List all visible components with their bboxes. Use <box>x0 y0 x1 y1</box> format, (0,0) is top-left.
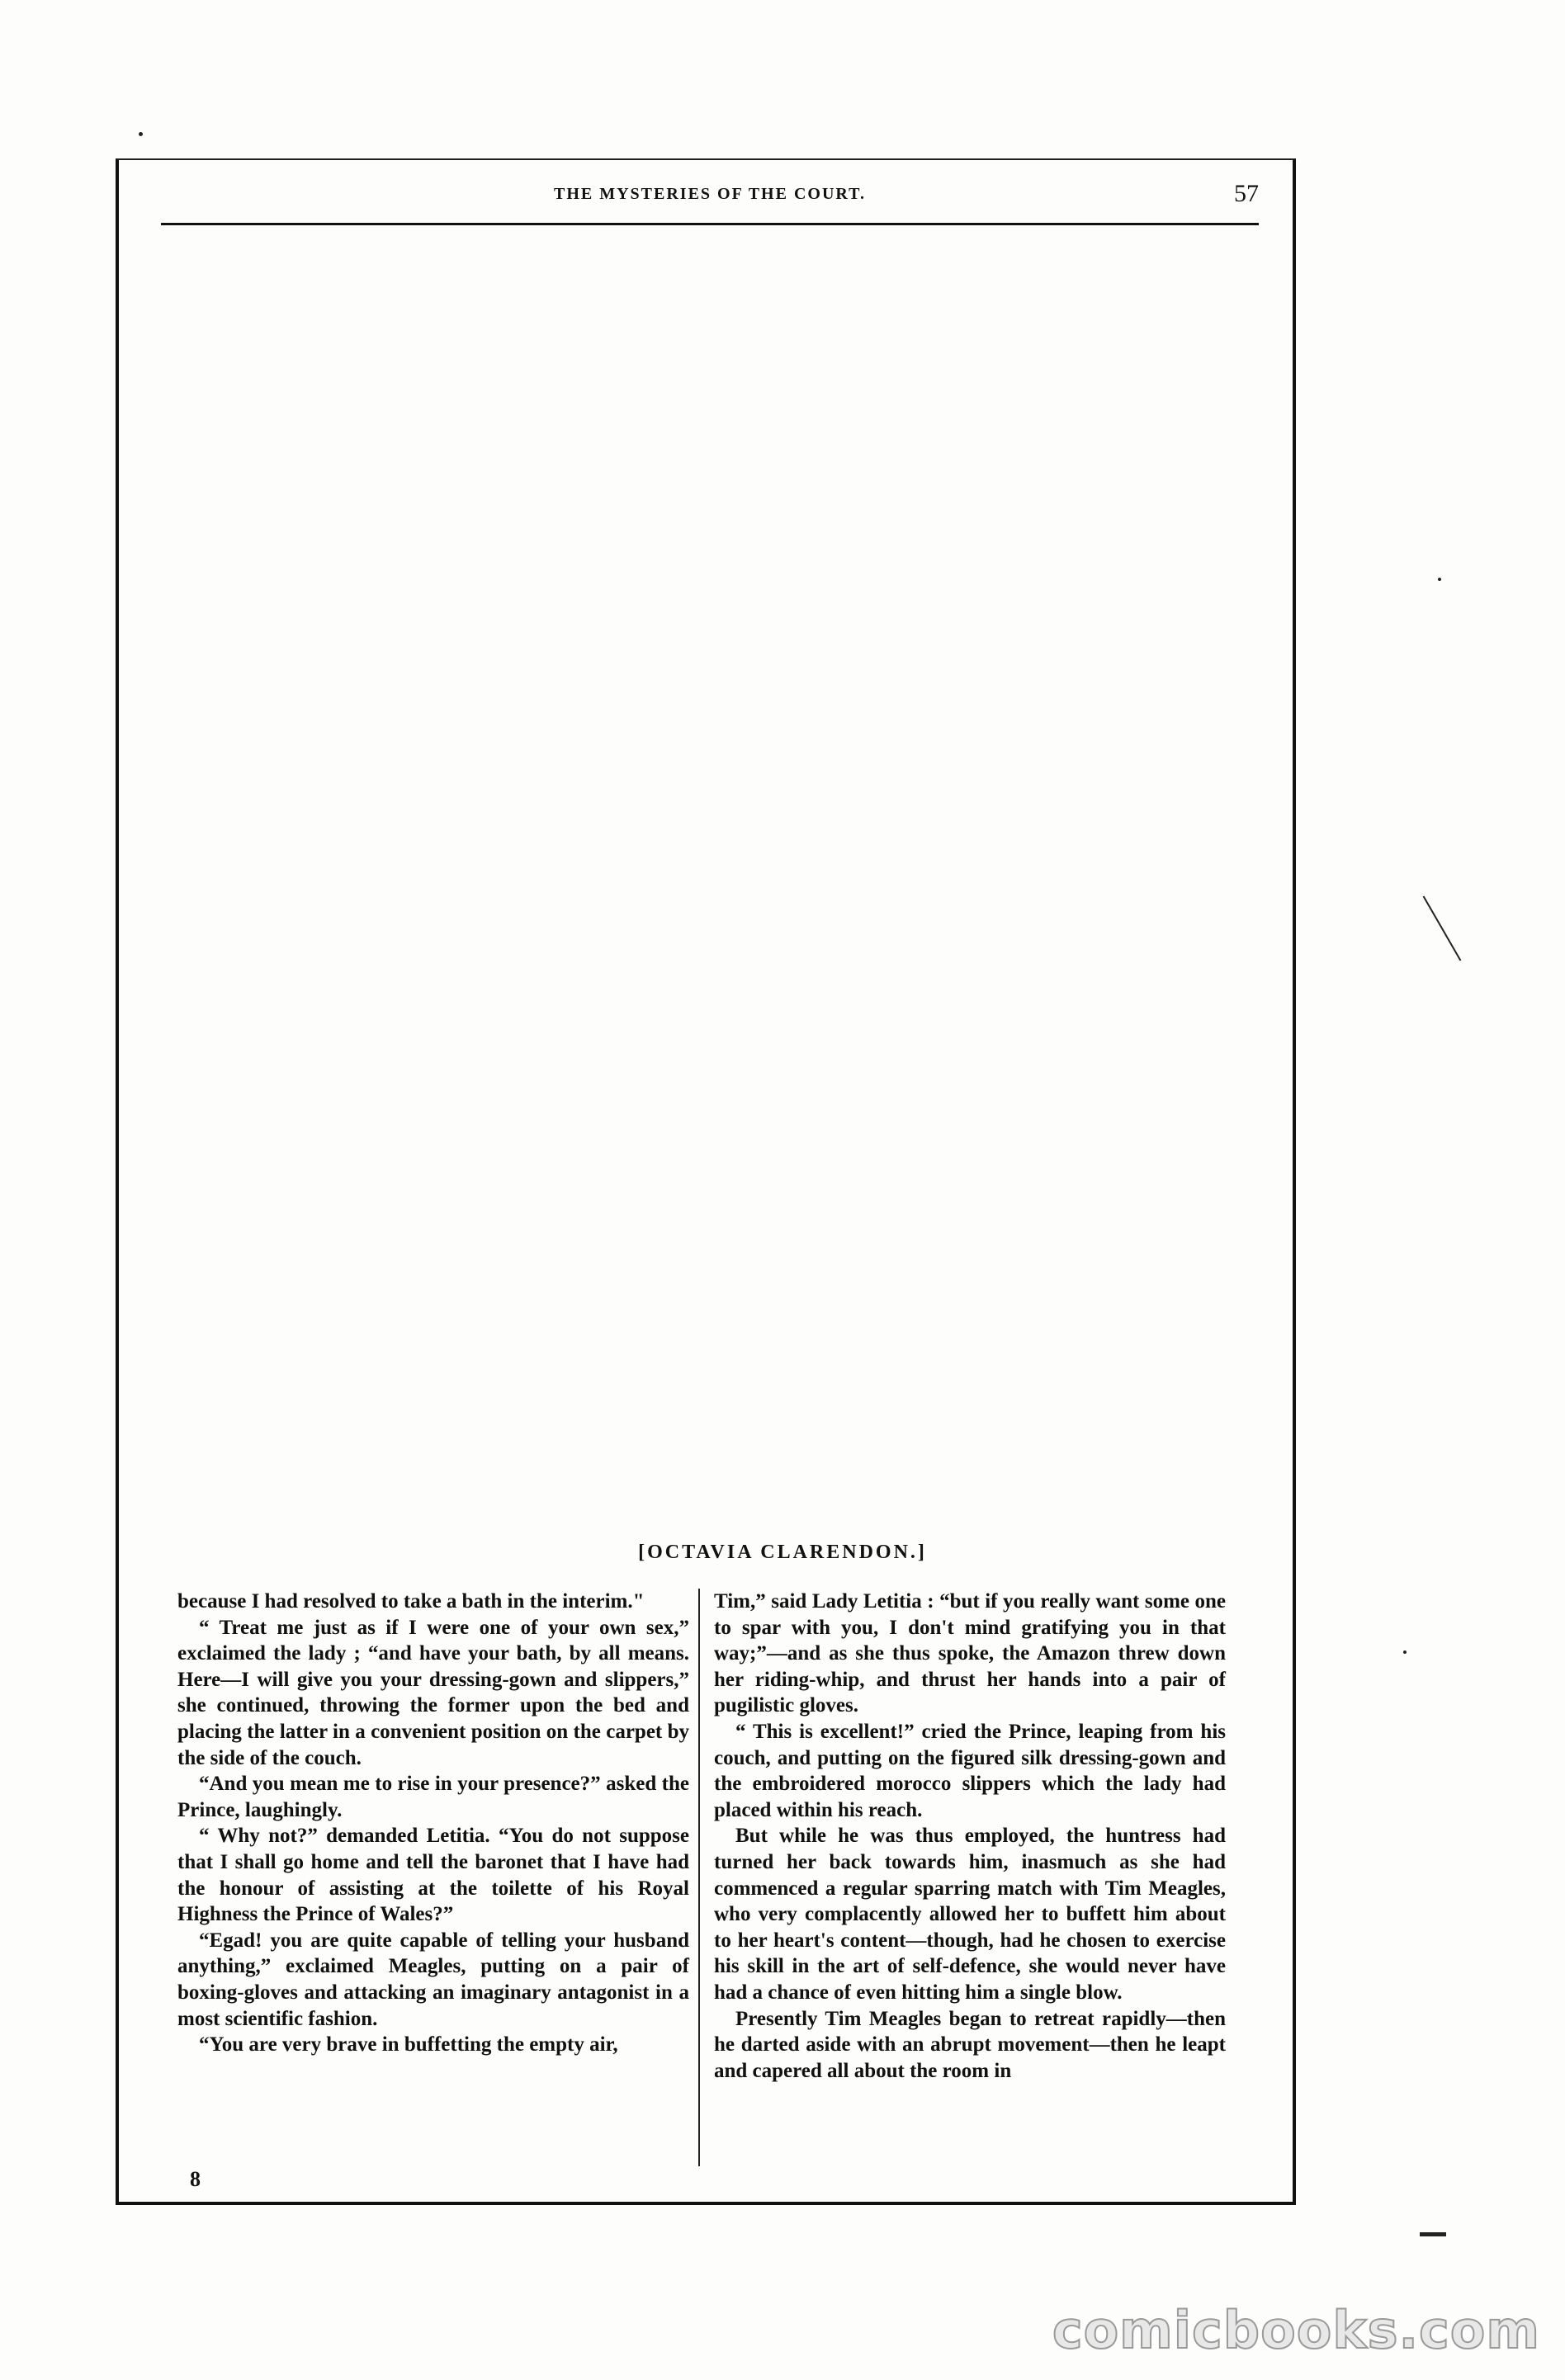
illustration-blank-area <box>161 239 1259 1514</box>
scan-tick <box>1423 896 1462 961</box>
paragraph: Presently Tim Meagles began to retreat rapidly—then he darted aside with an abrupt movement—then he leapt and capered all about the room in <box>714 2007 1226 2082</box>
page-number: 57 <box>1234 180 1259 207</box>
scan-dash <box>1420 2232 1446 2236</box>
illustration-caption: [OCTAVIA CLARENDON.] <box>638 1542 927 1563</box>
running-title: THE MYSTERIES OF THE COURT. <box>554 185 866 203</box>
paragraph: “ Why not?” demanded Letitia. “You do not suppose that I shall go home and tell the baronet that I have had the honour of assisting at the toilette of his Royal Highness the Prince of Wales?” <box>177 1825 689 1926</box>
paragraph: “ This is excellent!” cried the Prince, leaping from his couch, and putting on the figured silk dressing-gown and the embroidered morocco slippers which the lady had placed within his reach. <box>714 1720 1226 1821</box>
page-header <box>161 180 1259 213</box>
text-column-left <box>177 1589 689 2058</box>
paragraph: “Egad! you are quite capable of telling your husband anything,” exclaimed Meagles, putting on a pair of boxing-gloves and attacking an imaginary antagonist in a most scientific fashion. <box>177 1929 689 2030</box>
paragraph: “You are very brave in buffetting the empty air, <box>199 2033 618 2057</box>
scan-speck <box>1403 1650 1407 1654</box>
header-rule <box>161 223 1259 225</box>
paragraph: “ Treat me just as if I were one of your own sex,” exclaimed the lady ; “and have your bath, by all means. Here—I will give you your dressing-gown and slippers,” she continued, throwing the former upon the bed and placing the latter in a convenient position on the carpet by the side of the couch. <box>177 1616 689 1769</box>
paragraph: But while he was thus employed, the huntress had turned her back towards him, inasmuch as she had commenced a regular sparring match with Tim Meagles, who very complacently allowed her to buffett him about to her heart's content—though, had he chosen to exercise his skill in the art of self-defence, she would never have had a chance of even hitting him a single blow. <box>714 1825 1226 2004</box>
scan-speck <box>1438 578 1441 581</box>
signature-mark: 8 <box>190 2167 201 2191</box>
watermark: comicbooks.com <box>1052 2300 1540 2360</box>
paragraph: Tim,” said Lady Letitia : “but if you really want some one to spar with you, I don't mind gratifying you in that way;”—and as she thus spoke, the Amazon threw down her riding-whip, and thrust her hands into a pair of pugilistic gloves. <box>714 1590 1226 1717</box>
paragraph: because I had resolved to take a bath in the interim." <box>177 1590 645 1613</box>
scan-speck <box>139 132 143 136</box>
text-column-right <box>714 1589 1226 2084</box>
column-divider <box>698 1589 700 2166</box>
paragraph: “And you mean me to rise in your presence?” asked the Prince, laughingly. <box>177 1773 689 1821</box>
